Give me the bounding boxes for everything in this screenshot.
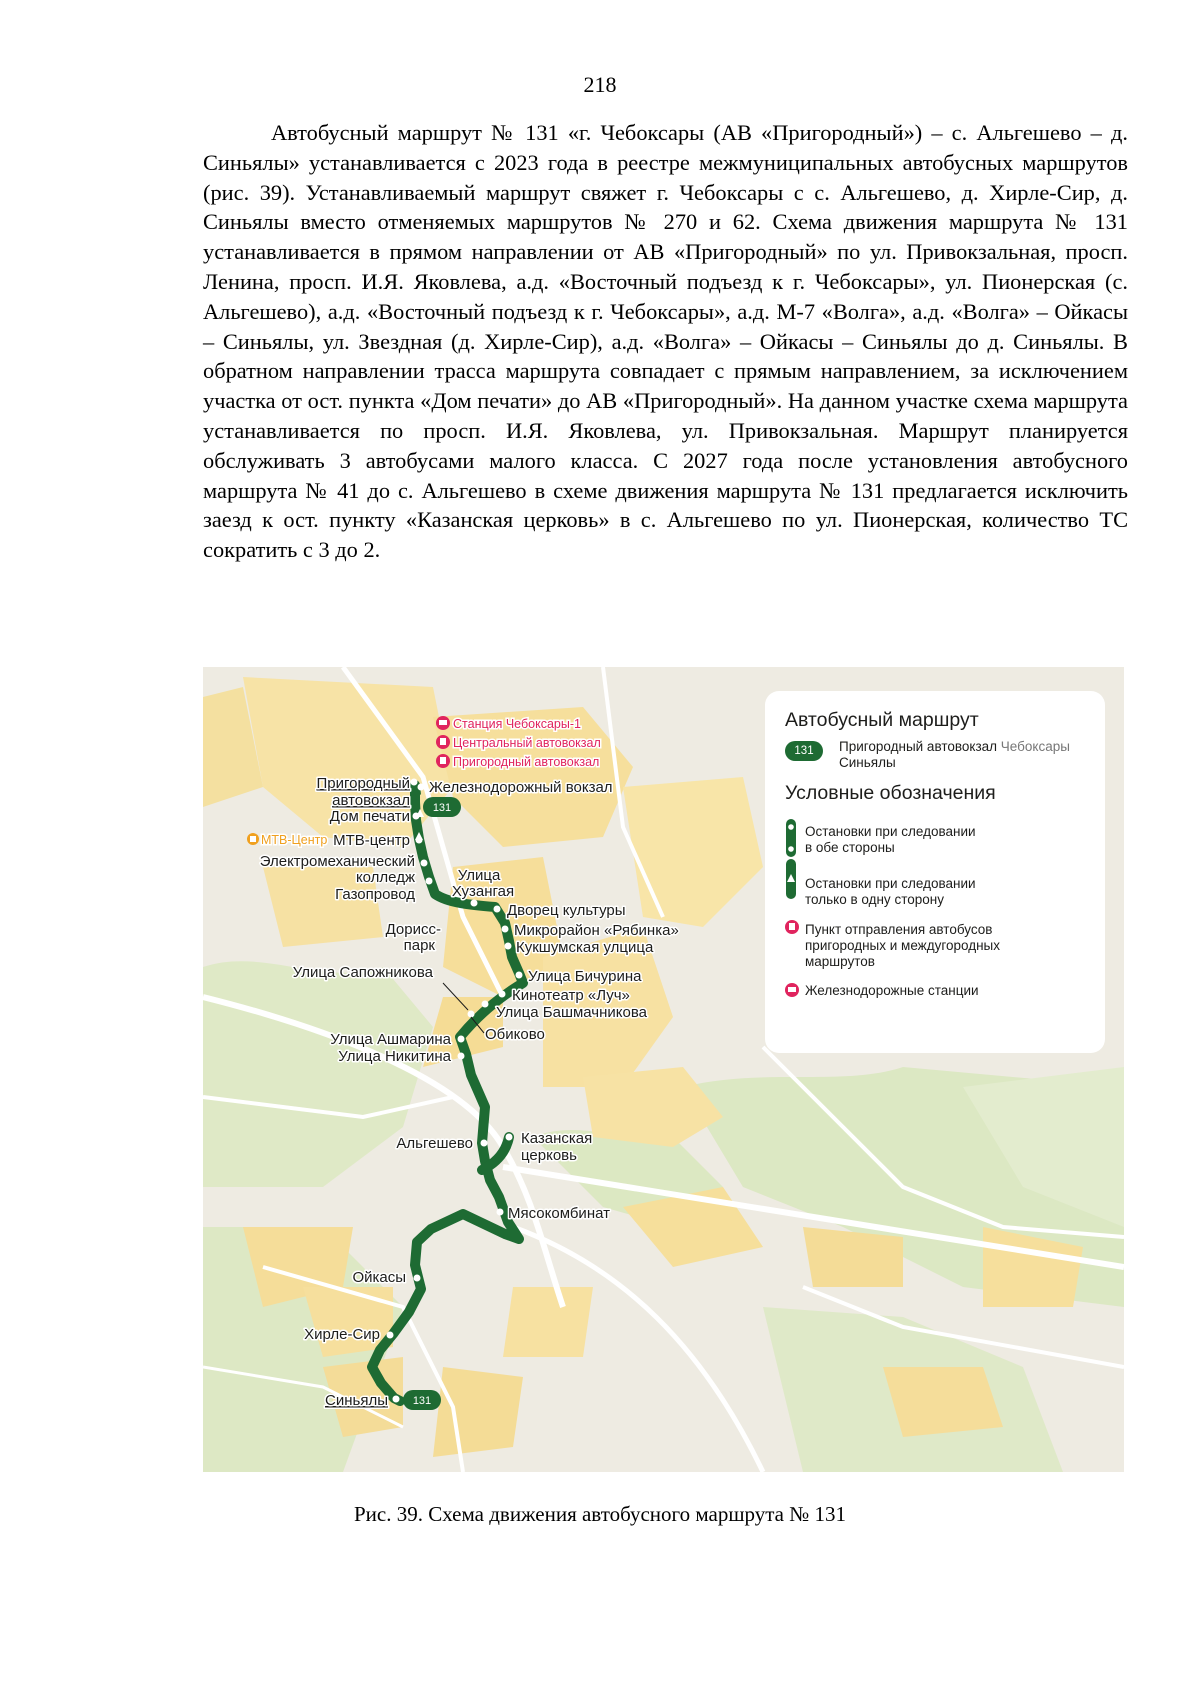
stop-dot-ryabinka [502, 926, 509, 933]
stop-dot-ashmarina [458, 1053, 465, 1060]
legend-rail-stations: Железнодорожные станции [805, 983, 979, 998]
map-legend [765, 691, 1105, 1053]
legend-route-badge: 131 [785, 741, 823, 761]
stop-label-railway-station: Железнодорожный вокзал [429, 779, 613, 796]
route-map-figure [203, 667, 1124, 1472]
stop-dot-sapozhnikova [468, 1011, 475, 1018]
stop-label-oykasy: Ойкасы [352, 1269, 406, 1286]
route-badge-south [403, 1390, 441, 1410]
rail-station-label: Станция Чебоксары-1 [453, 717, 581, 731]
stop-dot-myasokombinat [497, 1209, 504, 1216]
stop-label-khuzangaya-1: Улица [457, 867, 501, 884]
mtv-center-icon [247, 833, 259, 845]
legend-bus-station: Пункт отправления автобусов пригородных и междугородных маршрутов [805, 922, 1000, 969]
stop-label-college-1: Электромеханический [259, 853, 415, 870]
stop-label-sapozhnikova: Улица Сапожникова [292, 964, 433, 981]
stop-label-kukshumskaya: Кукшумская улцица [516, 939, 654, 956]
stop-dot-bichurina [516, 972, 523, 979]
stop-dot-bashmachnikova [482, 1001, 489, 1008]
stop-dot-dvorets [494, 906, 501, 913]
legend-symbols-title: Условные обозначения [785, 782, 996, 804]
stop-label-ashmarina: Улица Ашмарина [330, 1031, 451, 1048]
stop-label-myasokombinat: Мясокомбинат [508, 1205, 610, 1222]
suburban-bus-station-label: Пригородный автовокзал [453, 755, 600, 769]
legend-bus-station-icon [784, 919, 800, 935]
rail-station-icon [436, 716, 450, 730]
legend-route-to: Синьялы [839, 755, 896, 770]
suburban-bus-station-icon [436, 754, 450, 768]
page-number: 218 [583, 72, 617, 97]
stop-dot-church [506, 1134, 513, 1141]
stop-dot-algeshevo [481, 1140, 488, 1147]
stop-label-doriss-2: парк [403, 937, 435, 954]
stop-dot-gazoprovod [426, 878, 433, 885]
legend-one-way-icon [785, 859, 797, 899]
legend-both-ways: Остановки при следовании в обе стороны [805, 824, 976, 855]
stop-label-mtv-center: МТВ-центр [333, 832, 410, 849]
figure-caption: Рис. 39. Схема движения автобусного маршрута № 131 [353, 1502, 847, 1526]
svg-text:131: 131 [412, 1395, 432, 1407]
stop-label-church-2: церковь [521, 1147, 577, 1164]
stop-label-luch: Кинотеатр «Луч» [512, 987, 630, 1004]
stop-label-bashmachnikova: Улица Башмачникова [496, 1004, 647, 1021]
stop-dot-khuzangaya [471, 900, 478, 907]
svg-text:131: 131 [432, 802, 452, 814]
stop-label-khirle-sir: Хирле-Сир [304, 1326, 380, 1343]
stop-label-college-2: колледж [355, 869, 415, 886]
stop-label-ryabinka: Микрорайон «Рябинка» [514, 922, 679, 939]
stop-dot-kukshumskaya [505, 943, 512, 950]
central-bus-station-icon [436, 735, 450, 749]
stop-label-algeshevo: Альгешево [396, 1135, 473, 1152]
stop-dot-luch [499, 991, 506, 998]
stop-label-obikovo: Обиково [485, 1026, 545, 1043]
stop-dot-obikovo [458, 1036, 465, 1043]
stop-label-doriss-1: Дорисс- [385, 921, 441, 938]
legend-both-ways-icon [785, 819, 797, 857]
stop-dot-college [421, 860, 428, 867]
legend-route-description [839, 739, 1070, 771]
stop-label-prigorodny-2: автовокзал [332, 792, 410, 809]
legend-route-from: Пригородный автовокзал [839, 739, 998, 754]
stop-dot-sinyaly [393, 1396, 400, 1403]
body-paragraph: Автобусный маршрут № 131 «г. Чебоксары (АВ «Пригородный») – с. Альгешево – д. Синьялы» устанавливается с 2023 года в реестре межмуниципальных автобусных маршрутов (рис. 39). Устанавливаемый маршрут свяжет г. Чебоксары с с. Альгешево, д. Хирле-Сир, д. Синьялы вместо отменяемых маршрутов № 270 и 62. Схема движения маршрута № 131 устанавливается в прямом направлении от АВ «Пригородный» по ул. Привокзальная, просп. Ленина, просп. И.Я. Яковлева, а.д. «Восточный подъезд к г. Чебоксары», ул. Пионерская (с. Альгешево), а.д. «Восточный подъезд к г. Чебоксары», а.д. М-7 «Волга», а.д. «Волга» – Ойкасы – Синьялы, ул. Звездная (д. Хирле-Сир), а.д. «Волга» – Ойкасы – Синьялы до д. Синьялы. В обратном направлении трасса маршрута совпадает с прямым направлением, за исключением участка от ост. пункта «Дом печати» до АВ «Пригородный». На данном участке схема маршрута устанавливается по просп. И.Я. Яковлева, ул. Привокзальная. Маршрут планируется обслуживать 3 автобусами малого класса. С 2027 года после установления автобусного маршрута № 41 до с. Альгешево в схеме движения маршрута № 131 предлагается исключить заезд к ост. пункту «Казанская церковь» в с. Альгешево по ул. Пионерская, количество ТС сократить с 3 до 2. [203, 120, 1128, 563]
stop-label-sinyaly: Синьялы [325, 1392, 388, 1409]
stop-label-bichurina: Улица Бичурина [528, 968, 642, 985]
legend-rail-station-icon [784, 982, 800, 998]
stop-label-khuzangaya-2: Хузангая [451, 883, 515, 900]
legend-route-city: Чебоксары [1000, 739, 1070, 754]
mtv-center-label: МТВ-Центр [261, 833, 328, 847]
legend-one-way: Остановки при следовании только в одну сторону [805, 876, 976, 907]
route-131-branch-pechati [415, 785, 416, 795]
stop-label-church-1: Казанская [521, 1130, 593, 1147]
route-badge-north [423, 797, 461, 817]
stop-label-gazoprovod: Газопровод [335, 886, 415, 903]
central-bus-station-label: Центральный автовокзал [453, 736, 601, 750]
legend-title: Автобусный маршрут [785, 709, 979, 731]
stop-label-prigorodny-1: Пригородный [316, 775, 410, 792]
stop-dot-railway [418, 784, 425, 791]
stop-label-nikitina: Улица Никитина [338, 1048, 451, 1065]
stop-label-dvorets: Дворец культуры [507, 902, 626, 919]
stop-dot-prigorodny [411, 779, 418, 786]
stop-dot-khirle-sir [387, 1332, 394, 1339]
stop-dot-oykasy [414, 1275, 421, 1282]
stop-label-dom-pechati: Дом печати [329, 808, 410, 825]
